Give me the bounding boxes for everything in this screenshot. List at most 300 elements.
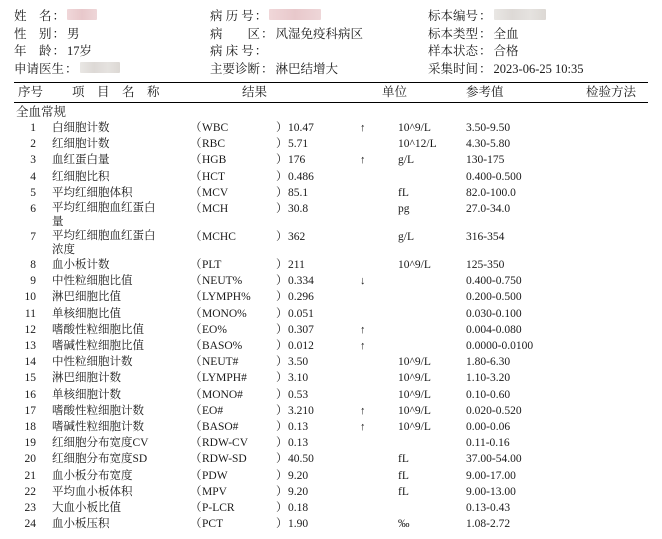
cell-abbr [190,370,288,386]
abbr-paren-open: （ [190,291,202,304]
abbr-paren-close: ） [276,323,288,336]
abbr-text: LYMPH% [202,291,251,304]
cell-no: 4 [30,170,36,183]
cell-unit: 10^9/L [398,421,431,434]
cell-result: 10.47 [288,122,314,134]
field-value: 合格 [493,44,519,58]
cell-reference: 125-350 [466,259,505,272]
abbr-paren-close: ） [276,453,288,466]
abbr-paren-close: ） [276,502,288,515]
cell-abbr [190,136,288,152]
cell-result: 0.53 [288,388,309,401]
cell-result: 40.50 [288,453,314,466]
cell-no: 19 [24,437,36,450]
table-row [14,468,648,484]
column-header-no: 序号 [18,85,44,99]
cell-unit: ‰ [398,518,410,531]
abbr-paren-open: （ [190,323,202,336]
abbr-text: RBC [202,138,226,151]
table-row [14,419,648,435]
cell-result: 0.13 [288,421,309,434]
field-value: 风湿免疫科病区 [275,26,364,41]
item-name-line: 浓度 [52,243,75,256]
header-field-diagnosis [210,61,428,78]
table-row [14,289,648,305]
cell-flag: ↑ [360,421,366,434]
cell-result: 30.8 [288,203,309,216]
header-field-age [14,43,210,60]
abbr-paren-open: （ [190,518,202,531]
cell-reference: 4.30-5.80 [466,138,511,151]
cell-result: 9.20 [288,485,309,498]
cell-item-name: 单核细胞比值 [52,307,121,320]
header-row [14,26,648,44]
abbr-paren-close: ） [276,291,288,304]
cell-abbr [190,273,288,289]
cell-reference: 0.13-0.43 [466,502,511,515]
cell-reference: 9.00-17.00 [466,469,516,482]
cell-result: 3.50 [288,356,309,369]
field-label: 采集时间 [428,61,479,76]
field-value: 全血 [493,26,519,41]
abbr-paren-open: （ [190,453,202,466]
cell-no: 5 [30,186,36,199]
field-colon: ： [261,61,274,76]
cell-unit: pg [398,203,410,216]
table-row [14,257,648,273]
abbr-text: MCH [202,203,229,216]
cell-result: 3.210 [288,404,314,417]
cell-unit: g/L [398,154,414,167]
field-label: 年 龄 [14,44,52,58]
abbr-text: NEUT% [202,275,243,288]
abbr-paren-open: （ [190,437,202,450]
table-row [14,451,648,467]
abbr-text: LYMPH# [202,372,247,385]
cell-item-name: 嗜碱性粒细胞比值 [52,340,144,353]
cell-unit: 10^9/L [398,404,431,417]
field-value: 男 [67,26,80,41]
abbr-paren-open: （ [190,421,202,434]
abbr-paren-open: （ [190,275,202,288]
cell-result: 9.20 [288,469,309,482]
cell-abbr [190,403,288,419]
cell-item-name: 嗜碱性粒细胞计数 [52,421,144,434]
cell-unit: g/L [398,231,414,244]
cell-abbr [190,257,288,273]
cell-flag: ↑ [360,340,366,353]
abbr-text: RDW-CV [202,437,248,450]
cell-item-name [44,201,190,229]
cell-abbr [190,451,288,467]
cell-no: 24 [24,518,36,531]
abbr-paren-open: （ [190,388,202,401]
cell-flag: ↓ [360,275,366,288]
abbr-paren-open: （ [190,340,202,353]
table-row [14,516,648,532]
abbr-paren-close: ） [276,138,288,151]
cell-unit: 10^12/L [398,138,437,151]
abbr-paren-open: （ [190,231,202,244]
field-colon: ： [479,26,492,41]
abbr-paren-close: ） [276,437,288,450]
cell-item-name: 白细胞计数 [52,122,110,134]
header-field-sample-status [428,43,648,60]
table-row [14,229,648,257]
abbr-paren-close: ） [276,421,288,434]
item-name-line: 量 [52,215,64,228]
cell-reference: 1.10-3.20 [466,372,511,385]
cell-abbr [190,201,288,217]
cell-no: 22 [24,485,36,498]
cell-flag: ↑ [360,154,366,167]
field-label: 申请医生 [14,61,65,76]
column-header-name: 项 目 名 称 [72,85,160,99]
cell-no: 2 [30,138,36,151]
field-colon: ： [254,44,268,58]
table-column-headers [14,83,648,102]
cell-no: 1 [30,122,36,134]
cell-no: 17 [24,404,36,417]
abbr-paren-close: ） [276,170,288,183]
cell-reference: 0.030-0.100 [466,307,522,320]
redacted-value [269,9,321,20]
table-row [14,322,648,338]
abbr-paren-close: ） [276,372,288,385]
header-field-specimen-no [428,8,648,25]
abbr-paren-close: ） [276,356,288,369]
field-label: 性 别 [14,26,52,41]
cell-reference: 37.00-54.00 [466,453,522,466]
abbr-text: WBC [202,122,229,134]
field-label: 病 区 [210,26,261,41]
cell-item-name: 平均红细胞体积 [52,186,133,199]
cell-result: 211 [288,259,305,272]
cell-unit: 10^9/L [398,388,431,401]
field-label: 病 床 号 [210,44,254,58]
cell-abbr [190,185,288,201]
field-label: 病 历 号 [210,9,254,23]
abbr-text: BASO# [202,421,239,434]
redacted-value [494,9,546,20]
cell-result: 1.90 [288,518,309,531]
abbr-text: MONO# [202,388,243,401]
column-header-unit: 单位 [382,85,408,99]
cell-reference: 0.004-0.080 [466,323,522,336]
field-value: 淋巴结增大 [275,61,339,76]
cell-result: 0.334 [288,275,314,288]
abbr-text: HCT [202,170,225,183]
abbr-text: MCHC [202,231,236,244]
cell-no: 7 [30,231,36,244]
cell-reference: 0.020-0.520 [466,404,522,417]
field-colon: ： [52,9,66,23]
table-row [14,306,648,322]
cell-unit: fL [398,469,409,482]
table-row [14,136,648,152]
cell-item-name [44,229,190,257]
abbr-text: PLT [202,259,222,272]
field-colon: ： [52,44,66,58]
cell-item-name: 淋巴细胞计数 [52,372,121,385]
abbr-text: EO# [202,404,224,417]
cell-unit: 10^9/L [398,372,431,385]
abbr-paren-open: （ [190,154,202,167]
patient-header [14,8,648,78]
cell-abbr [190,468,288,484]
cell-reference: 1.80-6.30 [466,356,511,369]
table-row [14,500,648,516]
cell-item-name: 血红蛋白量 [52,154,110,167]
table-row [14,403,648,419]
cell-unit: 10^9/L [398,122,431,134]
abbr-paren-open: （ [190,170,202,183]
cell-result: 0.18 [288,502,309,515]
cell-result: 85.1 [288,186,309,199]
cell-abbr [190,322,288,338]
abbr-paren-close: ） [276,259,288,272]
abbr-paren-open: （ [190,122,202,134]
abbr-text: EO% [202,323,227,336]
cell-result: 0.13 [288,437,309,450]
abbr-text: P-LCR [202,502,235,515]
cell-item-name: 血小板计数 [52,259,110,272]
abbr-paren-open: （ [190,485,202,498]
cell-no: 20 [24,453,36,466]
cell-no: 13 [24,340,36,353]
cell-reference: 27.0-34.0 [466,203,511,216]
cell-abbr [190,338,288,354]
cell-no: 14 [24,356,36,369]
field-colon: ： [479,9,492,23]
result-rows [14,120,648,532]
abbr-text: RDW-SD [202,453,247,466]
cell-result: 0.486 [288,170,314,183]
cell-result: 0.012 [288,340,314,353]
cell-no: 15 [24,372,36,385]
section-title: 全血常规 [16,105,67,119]
cell-abbr [190,229,288,245]
abbr-text: MONO% [202,307,247,320]
header-field-doctor [14,61,210,78]
table-row [14,338,648,354]
cell-abbr [190,306,288,322]
cell-abbr [190,289,288,305]
cell-no: 3 [30,154,36,167]
cell-reference: 0.11-0.16 [466,437,510,450]
abbr-paren-close: ） [276,469,288,482]
field-label: 标本类型 [428,26,479,41]
table-row [14,120,648,136]
cell-item-name: 红细胞分布宽度CV [52,437,149,450]
header-field-ward [210,26,428,43]
header-field-record-no [210,8,428,25]
cell-item-name: 平均血小板体积 [52,485,133,498]
table-row [14,387,648,403]
cell-reference: 0.0000-0.0100 [466,340,534,353]
cell-unit: fL [398,485,409,498]
cell-item-name: 嗜酸性粒细胞计数 [52,404,144,417]
abbr-text: BASO% [202,340,243,353]
cell-abbr [190,169,288,185]
field-label: 姓 名 [14,9,52,23]
abbr-paren-close: ） [276,122,288,134]
table-row [14,354,648,370]
cell-no: 16 [24,388,36,401]
cell-unit: 10^9/L [398,356,431,369]
cell-item-name: 大血小板比值 [52,502,121,515]
cell-abbr [190,516,288,532]
cell-reference: 316-354 [466,231,505,244]
cell-item-name: 中性粒细胞计数 [52,356,133,369]
abbr-text: NEUT# [202,356,239,369]
cell-unit: fL [398,453,409,466]
redacted-value [67,9,97,20]
header-field-bed-no [210,43,428,60]
cell-result: 0.307 [288,323,314,336]
cell-flag: ↑ [360,323,366,336]
abbr-text: PCT [202,518,224,531]
abbr-paren-open: （ [190,502,202,515]
cell-item-name: 单核细胞计数 [52,388,121,401]
cell-abbr [190,500,288,516]
cell-item-name: 红细胞比积 [52,170,110,183]
abbr-text: MCV [202,186,229,199]
cell-item-name: 中性粒细胞比值 [52,275,133,288]
field-colon: ： [479,61,492,76]
cell-abbr [190,484,288,500]
abbr-paren-close: ） [276,388,288,401]
table-row [14,185,648,201]
column-header-result: 结果 [242,85,268,99]
abbr-text: HGB [202,154,227,167]
cell-result: 3.10 [288,372,309,385]
cell-no: 9 [30,275,36,288]
cell-result: 5.71 [288,138,309,151]
cell-no: 11 [24,307,36,320]
abbr-paren-open: （ [190,372,202,385]
cell-abbr [190,419,288,435]
cell-item-name: 血小板压积 [52,518,110,531]
abbr-paren-close: ） [276,186,288,199]
field-colon: ： [254,9,268,23]
cell-reference: 0.400-0.500 [466,170,522,183]
table-row [14,152,648,168]
cell-abbr [190,120,288,136]
cell-reference: 82.0-100.0 [466,186,516,199]
abbr-paren-close: ） [276,340,288,353]
abbr-paren-close: ） [276,275,288,288]
header-row [14,43,648,61]
abbr-paren-open: （ [190,356,202,369]
table-row [14,201,648,229]
field-label: 主要诊断 [210,61,261,76]
table-row [14,169,648,185]
cell-reference: 1.08-2.72 [466,518,511,531]
table-row [14,273,648,289]
field-colon: ： [52,26,66,41]
item-name-line: 平均红细胞血红蛋白 [52,202,156,215]
cell-reference: 0.10-0.60 [466,388,511,401]
cell-abbr [190,387,288,403]
cell-reference: 9.00-13.00 [466,485,516,498]
abbr-paren-open: （ [190,404,202,417]
field-value: 2023-06-25 10:35 [493,61,584,76]
abbr-paren-open: （ [190,186,202,199]
table-row [14,435,648,451]
cell-abbr [190,354,288,370]
header-field-specimen-type [428,26,648,43]
cell-no: 18 [24,421,36,434]
cell-result: 176 [288,154,306,167]
abbr-paren-open: （ [190,469,202,482]
abbr-paren-close: ） [276,307,288,320]
abbr-paren-open: （ [190,203,202,216]
column-header-ref: 参考值 [466,85,504,99]
table-row [14,484,648,500]
cell-reference: 0.200-0.500 [466,291,522,304]
field-colon: ： [65,61,78,76]
header-field-name [14,8,210,25]
header-row [14,8,648,26]
field-label: 样本状态 [428,44,479,58]
field-colon: ： [261,26,274,41]
abbr-paren-close: ） [276,485,288,498]
cell-no: 21 [24,469,36,482]
abbr-paren-close: ） [276,518,288,531]
field-colon: ： [479,44,492,58]
header-field-gender [14,26,210,43]
abbr-paren-open: （ [190,138,202,151]
cell-no: 12 [24,323,36,336]
cell-unit: 10^9/L [398,259,431,272]
cell-result: 0.296 [288,291,314,304]
cell-item-name: 红细胞计数 [52,138,110,151]
abbr-paren-open: （ [190,307,202,320]
field-value: 17岁 [67,44,93,58]
cell-result: 0.051 [288,307,314,320]
cell-abbr [190,435,288,451]
column-header-method: 检验方法 [586,85,637,99]
cell-no: 6 [30,203,36,216]
cell-reference: 0.400-0.750 [466,275,522,288]
header-row [14,61,648,79]
cell-unit: fL [398,186,409,199]
redacted-value [80,62,120,73]
cell-no: 10 [24,291,36,304]
cell-abbr [190,152,288,168]
cell-flag: ↑ [360,122,366,134]
field-label: 标本编号 [428,9,479,23]
abbr-paren-close: ） [276,404,288,417]
cell-flag: ↑ [360,404,366,417]
cell-result: 362 [288,231,306,244]
cell-item-name: 淋巴细胞比值 [52,291,121,304]
abbr-text: PDW [202,469,228,482]
cell-item-name: 红细胞分布宽度SD [52,453,148,466]
abbr-paren-close: ） [276,203,288,216]
cell-reference: 130-175 [466,154,505,167]
abbr-paren-close: ） [276,154,288,167]
cell-item-name: 嗜酸性粒细胞比值 [52,323,144,336]
item-name-line: 平均红细胞血红蛋白 [52,230,156,243]
abbr-paren-open: （ [190,259,202,272]
header-field-collect-time [428,61,648,78]
cell-no: 23 [24,502,36,515]
table-row [14,370,648,386]
cell-no: 8 [30,259,36,272]
cell-reference: 0.00-0.06 [466,421,511,434]
